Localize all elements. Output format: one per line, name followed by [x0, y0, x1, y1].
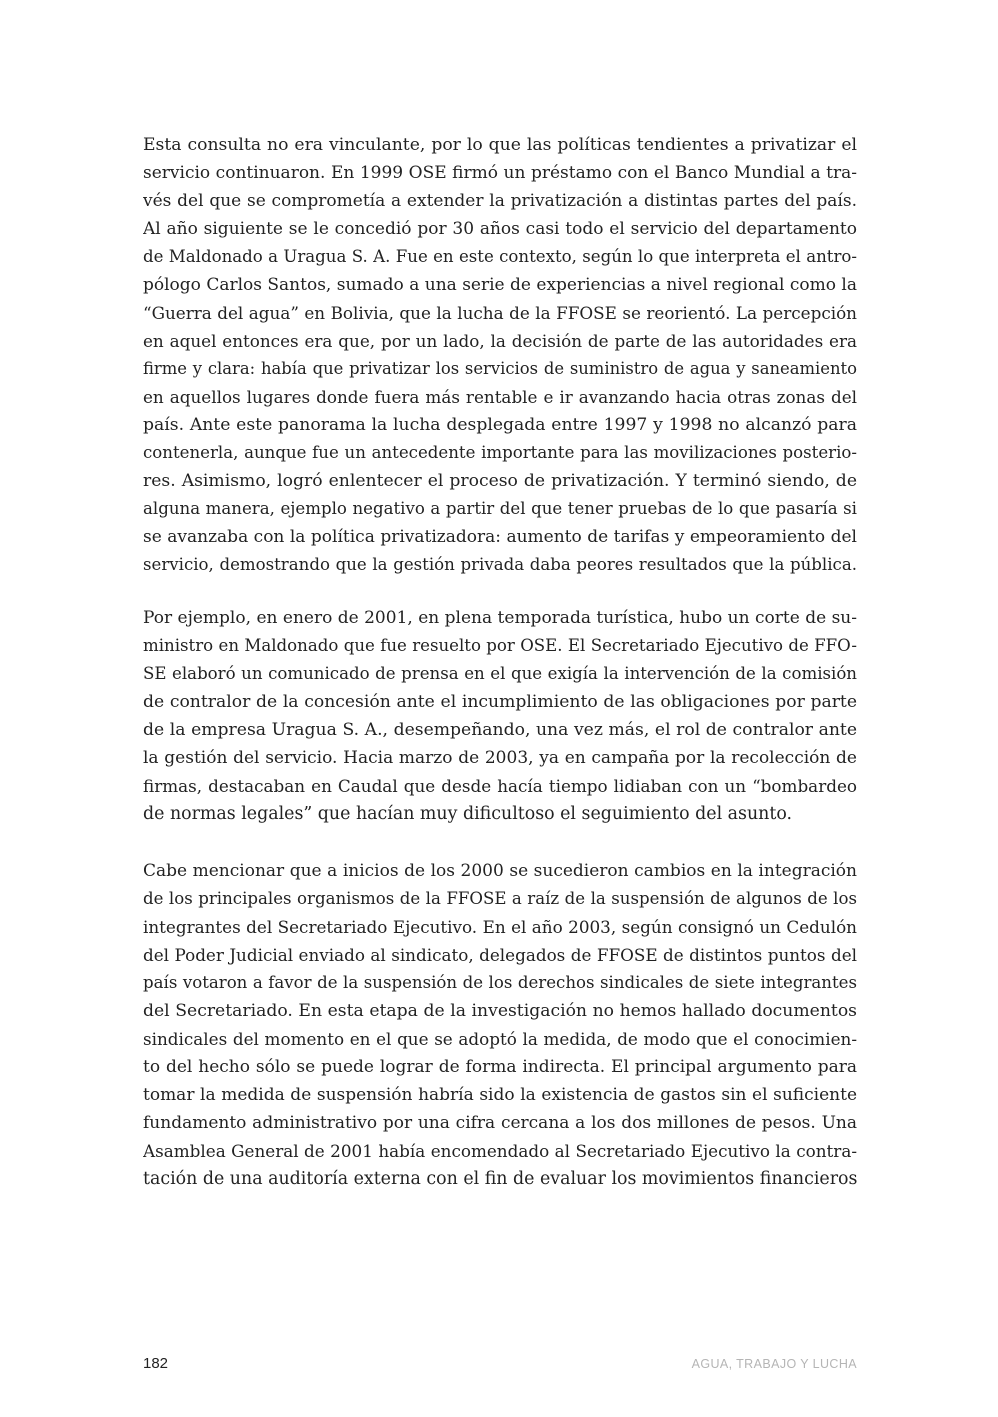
text-line: de los principales organismos de la FFOSE a raíz de la suspensión de algunos de los [143, 889, 857, 908]
text-line: Al año siguiente se le concedió por 30 años casi todo el servicio del departamento [143, 219, 857, 239]
text-line: fundamento administrativo por una cifra cercana a los dos millones de pesos. Una [143, 1113, 857, 1133]
text-line: Cabe mencionar que a inicios de los 2000 se sucedieron cambios en la integración [143, 861, 857, 881]
text-line: firmas, destacaban en Caudal que desde hacía tiempo lidiaban con un “bombardeo [143, 776, 857, 796]
text-line: “Guerra del agua” en Bolivia, que la lucha de la FFOSE se reorientó. La percepción [143, 303, 857, 323]
text-line: en aquellos lugares donde fuera más rentable e ir avanzando hacia otras zonas del [143, 387, 857, 407]
text-line: de normas legales” que hacían muy dificultoso el seguimiento del asunto. [143, 804, 793, 824]
text-line: país. Ante este panorama la lucha desplegada entre 1997 y 1998 no alcanzó para [143, 415, 857, 435]
paragraph-2 [143, 604, 857, 828]
text-line: se avanzaba con la política privatizadora: aumento de tarifas y empeoramiento del [143, 527, 857, 547]
text-line: Esta consulta no era vinculante, por lo que las políticas tendientes a privatizar el [143, 135, 857, 155]
text-line: integrantes del Secretariado Ejecutivo. En el año 2003, según consignó un Cedulón [143, 917, 857, 937]
text-line: firme y clara: había que privatizar los servicios de suministro de agua y saneamiento [143, 359, 857, 378]
running-title: AGUA, TRABAJO Y LUCHA [691, 1357, 857, 1371]
text-line: de Maldonado a Uragua S. A. Fue en este contexto, según lo que interpreta el antro- [143, 247, 857, 266]
paragraph-1 [143, 131, 857, 579]
text-line: pólogo Carlos Santos, sumado a una serie de experiencias a nivel regional como la [143, 275, 857, 295]
text-line: servicio, demostrando que la gestión privada daba peores resultados que la pública. [143, 555, 857, 574]
text-line: res. Asimismo, logró enlentecer el proceso de privatización. Y terminó siendo, de [143, 471, 857, 491]
text-line: SE elaboró un comunicado de prensa en el que exigía la intervención de la comisión [143, 664, 857, 683]
text-line: de contralor de la concesión ante el incumplimiento de las obligaciones por parte [143, 692, 857, 712]
text-line: del Secretariado. En esta etapa de la investigación no hemos hallado documentos [143, 1001, 857, 1021]
text-line: ministro en Maldonado que fue resuelto por OSE. El Secretariado Ejecutivo de FFO- [143, 636, 857, 655]
text-line: país votaron a favor de la suspensión de los derechos sindicales de siete integrantes [143, 973, 857, 992]
text-line: la gestión del servicio. Hacia marzo de 2003, ya en campaña por la recolección de [143, 748, 857, 768]
page-number: 182 [143, 1355, 169, 1372]
text-line: tomar la medida de suspensión habría sido la existencia de gastos sin el suficiente [143, 1085, 857, 1105]
text-line: sindicales del momento en el que se adoptó la medida, de modo que el conocimien- [143, 1029, 857, 1049]
text-line: de la empresa Uragua S. A., desempeñando, una vez más, el rol de contralor ante [143, 720, 857, 740]
text-line: alguna manera, ejemplo negativo a partir del que tener pruebas de lo que pasaría si [143, 499, 857, 518]
text-line: en aquel entonces era que, por un lado, la decisión de parte de las autoridades era [143, 331, 857, 351]
text-line: Por ejemplo, en enero de 2001, en plena temporada turística, hubo un corte de su- [143, 608, 857, 628]
text-line: del Poder Judicial enviado al sindicato, delegados de FFOSE de distintos puntos del [143, 945, 857, 965]
paragraph-3 [143, 857, 857, 1193]
text-line: servicio continuaron. En 1999 OSE firmó un préstamo con el Banco Mundial a tra- [143, 163, 857, 183]
text-line: contenerla, aunque fue un antecedente importante para las movilizaciones posterio- [143, 443, 857, 462]
text-line: vés del que se comprometía a extender la privatización a distintas partes del país. [143, 191, 857, 211]
text-line: to del hecho sólo se puede lograr de forma indirecta. El principal argumento para [143, 1057, 857, 1077]
text-line: Asamblea General de 2001 había encomendado al Secretariado Ejecutivo la contra- [143, 1141, 857, 1161]
text-line: tación de una auditoría externa con el fin de evaluar los movimientos financieros [143, 1169, 857, 1189]
